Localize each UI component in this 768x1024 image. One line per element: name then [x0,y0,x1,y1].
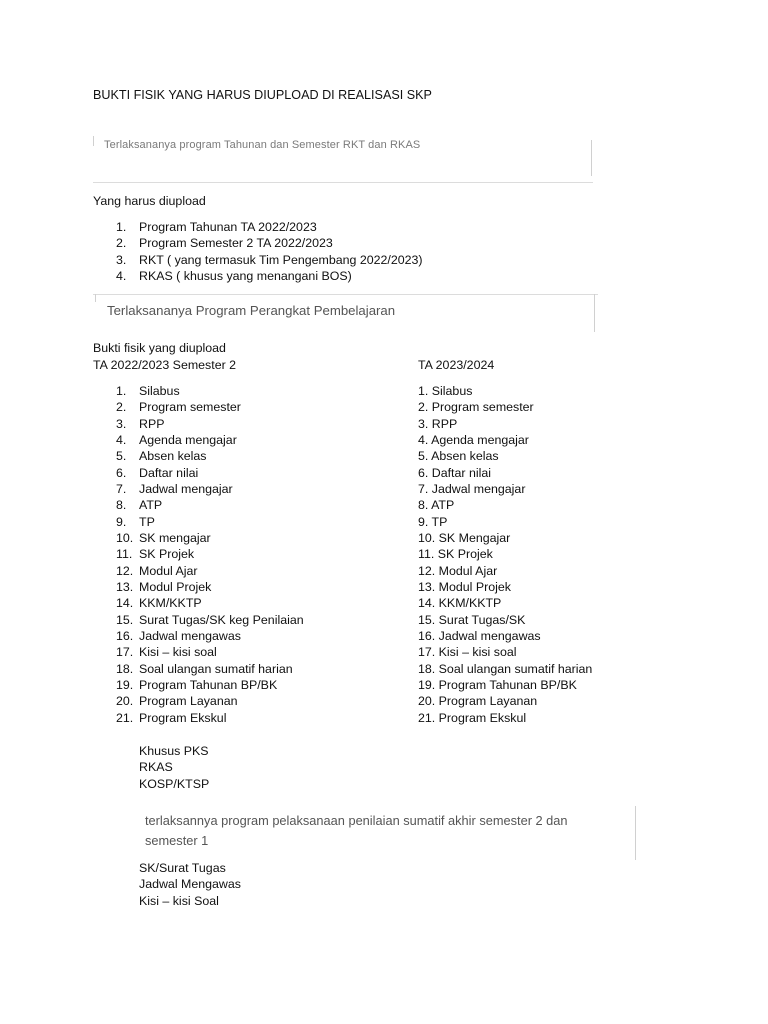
list-number: 2. [116,236,127,251]
list-item: SK Projek [139,547,195,562]
list-number: 17. [116,645,134,660]
list-item: Program Semester 2 TA 2022/2023 [139,236,333,251]
list-item: RKAS ( khusus yang menangani BOS) [139,268,352,283]
list-number: 12. [116,563,134,578]
list-item: Soal ulangan sumatif harian [139,661,293,676]
final-line: SK/Surat Tugas [139,861,226,875]
list-item: 1. Silabus [418,384,473,398]
list-item: 4. Agenda mengajar [418,432,529,447]
list-item: 14. KKM/KKTP [418,596,502,611]
list-number: 10. [116,530,134,545]
list-item: 3. RPP [418,416,458,431]
final-line: Jadwal Mengawas [139,877,241,892]
list-item: Program Layanan [139,694,238,709]
pks-line: RKAS [139,760,173,775]
list-item: Program semester [139,400,241,415]
list-item: 21. Program Ekskul [418,710,527,725]
list-item: Program Ekskul [139,710,227,725]
list-number: 3. [116,252,127,267]
list-number: 4. [116,268,127,283]
list-item: 12. Modul Ajar [418,563,498,578]
list-item: Surat Tugas/SK keg Penilaian [139,612,304,627]
list-number: 1. [116,220,127,234]
list-number: 21. [116,710,134,725]
list-item: SK mengajar [139,530,211,545]
list-item: Agenda mengajar [139,432,237,447]
list-item: RKT ( yang termasuk Tim Pengembang 2022/2023) [139,252,423,267]
list-item: 7. Jadwal mengajar [418,481,526,496]
list-item: 17. Kisi – kisi soal [418,645,517,660]
list-item: Daftar nilai [139,465,199,480]
list-item: 19. Program Tahunan BP/BK [418,677,577,692]
activity-box-3 [136,804,636,862]
list-item: 20. Program Layanan [418,694,538,709]
list-number: 16. [116,628,134,643]
activity-box-3-text: terlaksannya program pelaksanaan penilaian sumatif akhir semester 2 dan semester 1 [145,813,568,848]
list-number: 15. [116,612,134,627]
list-item: Modul Ajar [139,563,198,578]
list-number: 14. [116,596,134,611]
list-item: TP [139,514,155,529]
section2-heading: Bukti fisik yang diupload [93,341,226,355]
column-left-heading: TA 2022/2023 Semester 2 [93,358,237,372]
list-item: 6. Daftar nilai [418,465,492,480]
list-number: 1. [116,384,127,398]
list-item: Program Tahunan TA 2022/2023 [139,220,317,234]
list-item: 18. Soal ulangan sumatif harian [418,661,593,676]
list-item: ATP [139,498,163,513]
list-number: 3. [116,416,127,431]
section1-heading: Yang harus diupload [93,194,206,208]
activity-box-1-text: Terlaksananya program Tahunan dan Semester RKT dan RKAS [104,139,421,151]
pks-line: Khusus PKS [139,744,209,758]
column-right-heading: TA 2023/2024 [418,358,495,372]
activity-box-2 [93,292,598,334]
list-item: 16. Jadwal mengawas [418,628,541,643]
list-item: 13. Modul Projek [418,579,511,594]
list-item: 8. ATP [418,498,455,513]
list-item: 10. SK Mengajar [418,530,511,545]
list-item: 11. SK Projek [418,547,493,562]
document-title: BUKTI FISIK YANG HARUS DIUPLOAD DI REALISASI SKP [93,88,432,102]
list-item: 15. Surat Tugas/SK [418,612,526,627]
list-item: 9. TP [418,514,448,529]
list-item: Jadwal mengawas [139,628,241,643]
list-number: 5. [116,449,127,464]
list-item: Program Tahunan BP/BK [139,677,278,692]
activity-box-2-text: Terlaksananya Program Perangkat Pembelajaran [107,303,396,318]
list-item: RPP [139,416,165,431]
list-item: Absen kelas [139,449,207,464]
list-number: 13. [116,579,134,594]
list-number: 8. [116,498,127,513]
final-line: Kisi – kisi Soal [139,893,219,908]
list-number: 18. [116,661,134,676]
list-number: 20. [116,694,134,709]
list-item: 5. Absen kelas [418,449,499,464]
activity-box-1 [93,136,598,184]
list-item: Kisi – kisi soal [139,645,217,660]
list-number: 19. [116,677,134,692]
list-item: 2. Program semester [418,400,534,415]
list-number: 4. [116,432,127,447]
list-number: 9. [116,514,127,529]
list-item: Jadwal mengajar [139,481,233,496]
list-item: Modul Projek [139,579,212,594]
list-number: 7. [116,481,127,496]
pks-line: KOSP/KTSP [139,776,210,791]
list-item: KKM/KKTP [139,596,202,611]
list-item: Silabus [139,384,180,398]
list-number: 6. [116,465,127,480]
list-number: 2. [116,400,127,415]
list-number: 11. [116,547,133,562]
